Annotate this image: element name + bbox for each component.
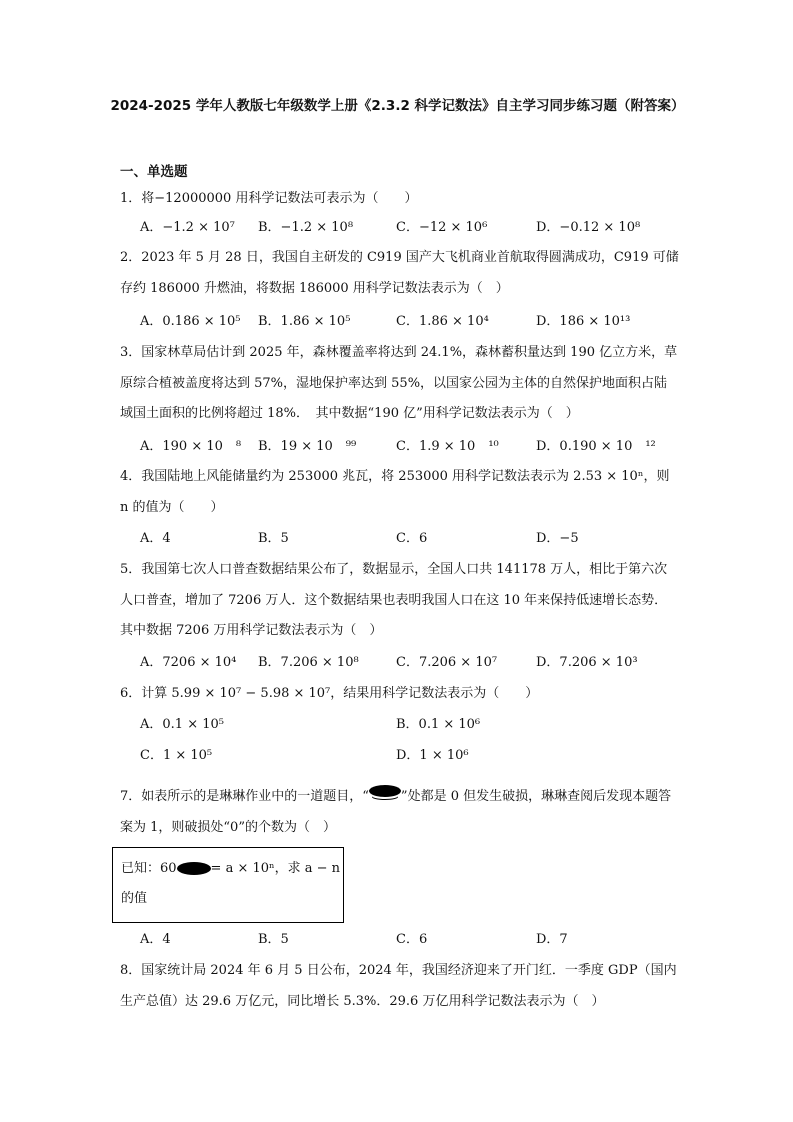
question-2-options bbox=[140, 311, 680, 333]
question-4-options bbox=[140, 528, 680, 550]
problem-box-line-1 bbox=[121, 858, 340, 880]
document-title: 2024-2025 学年人教版七年级数学上册《2.3.2 科学记数法》自主学习同步练习题（附答案） bbox=[110, 98, 685, 114]
question-7 bbox=[120, 782, 680, 843]
option-a[interactable]: A．−1.2 × 10⁷ bbox=[140, 220, 235, 235]
option-b[interactable]: B．19 × 10 ⁹⁹ bbox=[258, 439, 357, 454]
question-2: 2．2023 年 5 月 28 日，我国自主研发的 C919 国产大飞机商业首航取得圆满成功，C919 可储存约 186000 升燃油，将数据 186000 用科学记数法表示为（ ） bbox=[120, 250, 679, 296]
question-3-options bbox=[140, 436, 680, 458]
option-d[interactable]: D．1 × 10⁶ bbox=[396, 748, 469, 763]
option-b[interactable]: B．5 bbox=[258, 531, 289, 546]
option-c[interactable]: C．6 bbox=[396, 932, 428, 947]
option-a[interactable]: A．0.186 × 10⁵ bbox=[140, 314, 241, 329]
option-d[interactable]: D．−0.12 × 10⁸ bbox=[536, 220, 641, 235]
question-6-options-row2 bbox=[140, 745, 680, 767]
question-1: 1．将−12000000 用科学记数法可表示为（ ） bbox=[120, 191, 418, 206]
option-b[interactable]: B．−1.2 × 10⁸ bbox=[258, 220, 354, 235]
question-8: 8．国家统计局 2024 年 6 月 5 日公布，2024 年，我国经济迎来了开门红．一季度 GDP（国内生产总值）达 29.6 万亿元，同比增长 5.3%．29.6 万亿用科学记数法表示为（ ） bbox=[120, 963, 677, 1009]
question-6-options-row1 bbox=[140, 714, 680, 736]
option-c[interactable]: C．1.86 × 10⁴ bbox=[396, 314, 489, 329]
option-a[interactable]: A．7206 × 10⁴ bbox=[140, 655, 237, 670]
question-5-options bbox=[140, 652, 680, 674]
option-a[interactable]: A．0.1 × 10⁵ bbox=[140, 717, 224, 732]
question-7-options bbox=[140, 929, 680, 951]
option-b[interactable]: B．0.1 × 10⁶ bbox=[396, 717, 481, 732]
option-c[interactable]: C．6 bbox=[396, 531, 428, 546]
option-a[interactable]: A．190 × 10 ⁸ bbox=[140, 439, 242, 454]
option-c[interactable]: C．1.9 × 10 ¹⁰ bbox=[396, 439, 499, 454]
question-1-options bbox=[140, 217, 680, 239]
option-b[interactable]: B．7.206 × 10⁸ bbox=[258, 655, 359, 670]
problem-equation: = a × 10ⁿ，求 a − n bbox=[210, 861, 341, 876]
option-a[interactable]: A．4 bbox=[140, 932, 171, 947]
question-4: 4．我国陆地上风能储量约为 253000 兆瓦，将 253000 用科学记数法表示为 2.53 × 10ⁿ，则 n 的值为（ ） bbox=[120, 469, 670, 515]
option-b[interactable]: B．5 bbox=[258, 932, 289, 947]
option-c[interactable]: C．1 × 10⁵ bbox=[140, 748, 213, 763]
question-3: 3．国家林草局估计到 2025 年，森林覆盖率将达到 24.1%，森林蓄积量达到 190 亿立方米，草原综合植被盖度将达到 57%，湿地保护率达到 55%，以国家公园为主体的自然保护地面积占陆域国土面积的比例将超过 18%． 其中数据“190 亿”用科学记数法表示为（ ） bbox=[120, 345, 678, 421]
option-c[interactable]: C．−12 × 10⁶ bbox=[396, 220, 488, 235]
option-a[interactable]: A．4 bbox=[140, 531, 171, 546]
option-d[interactable]: D．0.190 × 10 ¹² bbox=[536, 439, 656, 454]
option-c[interactable]: C．7.206 × 10⁷ bbox=[396, 655, 498, 670]
section-heading: 一、单选题 bbox=[120, 164, 188, 180]
problem-given-prefix: 已知：60 bbox=[121, 861, 177, 876]
damaged-digits-blot-icon bbox=[177, 862, 211, 875]
option-d[interactable]: D．7.206 × 10³ bbox=[536, 655, 638, 670]
question-6: 6．计算 5.99 × 10⁷ − 5.98 × 10⁷，结果用科学记数法表示为（ ） bbox=[120, 686, 539, 701]
option-b[interactable]: B．1.86 × 10⁵ bbox=[258, 314, 351, 329]
option-d[interactable]: D．186 × 10¹³ bbox=[536, 314, 631, 329]
problem-box bbox=[112, 847, 344, 923]
option-d[interactable]: D．7 bbox=[536, 932, 568, 947]
question-7-text-end: ”处都是 0 但发生破损，琳琳查阅后发现本题答案为 1，则破损处“0”的个数为（ ） bbox=[120, 789, 672, 835]
question-7-text-start: 7．如表所示的是琳琳作业中的一道题目，“ bbox=[120, 789, 369, 804]
damaged-blot-icon bbox=[369, 785, 401, 797]
problem-box-line-2: 的值 bbox=[121, 891, 148, 906]
question-5: 5．我国第七次人口普查数据结果公布了，数据显示，全国人口共 141178 万人，相比于第六次人口普查，增加了 7206 万人．这个数据结果也表明我国人口在这 10 年来保持低速增长态势．其中数据 7206 万用科学记数法表示为（ ） bbox=[120, 562, 668, 638]
option-d[interactable]: D．−5 bbox=[536, 531, 579, 546]
